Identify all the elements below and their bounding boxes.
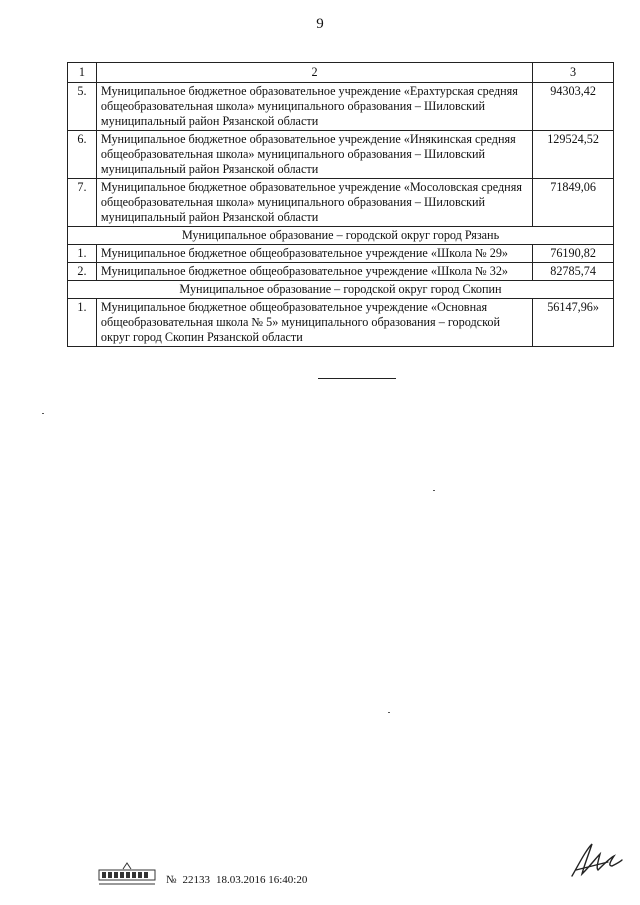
- row-number: 7.: [68, 179, 97, 227]
- table-row: [68, 299, 614, 347]
- scan-speck: [433, 490, 435, 491]
- amount-value: 76190,82: [533, 245, 614, 263]
- registration-stamp: [166, 874, 307, 888]
- amount-value: 82785,74: [533, 263, 614, 281]
- reg-number-sign: №: [166, 874, 177, 886]
- amount-value: 56147,96»: [533, 299, 614, 347]
- scan-speck: [42, 413, 44, 414]
- row-number: 6.: [68, 131, 97, 179]
- institution-name: Муниципальное бюджетное общеобразовательное учреждение «Школа № 32»: [96, 263, 532, 281]
- section-title: Муниципальное образование – городской округ город Скопин: [68, 281, 614, 299]
- section-row: [68, 281, 614, 299]
- header-cell-1: 1: [68, 63, 97, 83]
- section-title: Муниципальное образование – городской округ город Рязань: [68, 227, 614, 245]
- table-row: [68, 179, 614, 227]
- institution-name: Муниципальное бюджетное общеобразовательное учреждение «Основная общеобразовательная школа № 5» муниципального образования – городской округ город Скопин Рязанской области: [96, 299, 532, 347]
- page-number: 9: [316, 16, 324, 32]
- registry-stamp-icon: [98, 862, 156, 888]
- table-row: [68, 263, 614, 281]
- row-number: 2.: [68, 263, 97, 281]
- row-number: 5.: [68, 83, 97, 131]
- schools-table: [67, 62, 614, 347]
- institution-name: Муниципальное бюджетное общеобразовательное учреждение «Школа № 29»: [96, 245, 532, 263]
- amount-value: 71849,06: [533, 179, 614, 227]
- table-row: [68, 83, 614, 131]
- signature-icon: [566, 836, 626, 886]
- table-header-row: [68, 63, 614, 83]
- table-body: [68, 63, 614, 347]
- institution-name: Муниципальное бюджетное образовательное учреждение «Инякинская средняя общеобразовательная школа» муниципального образования – Шиловский муниципальный район Рязанской области: [96, 131, 532, 179]
- header-cell-3: 3: [533, 63, 614, 83]
- amount-value: 94303,42: [533, 83, 614, 131]
- institution-name: Муниципальное бюджетное образовательное учреждение «Ерахтурская средняя общеобразовательная школа» муниципального образования – Шиловский муниципальный район Рязанской области: [96, 83, 532, 131]
- registration-footer: [98, 862, 307, 888]
- scan-speck: [388, 712, 390, 713]
- section-row: [68, 227, 614, 245]
- row-number: 1.: [68, 299, 97, 347]
- reg-datetime: 18.03.2016 16:40:20: [216, 874, 308, 886]
- table-row: [68, 131, 614, 179]
- amount-value: 129524,52: [533, 131, 614, 179]
- closing-rule: [318, 378, 396, 379]
- row-number: 1.: [68, 245, 97, 263]
- table-row: [68, 245, 614, 263]
- reg-number: 22133: [182, 874, 210, 886]
- institution-name: Муниципальное бюджетное образовательное учреждение «Мосоловская средняя общеобразовательная школа» муниципального образования – Шиловский муниципальный район Рязанской области: [96, 179, 532, 227]
- header-cell-2: 2: [96, 63, 532, 83]
